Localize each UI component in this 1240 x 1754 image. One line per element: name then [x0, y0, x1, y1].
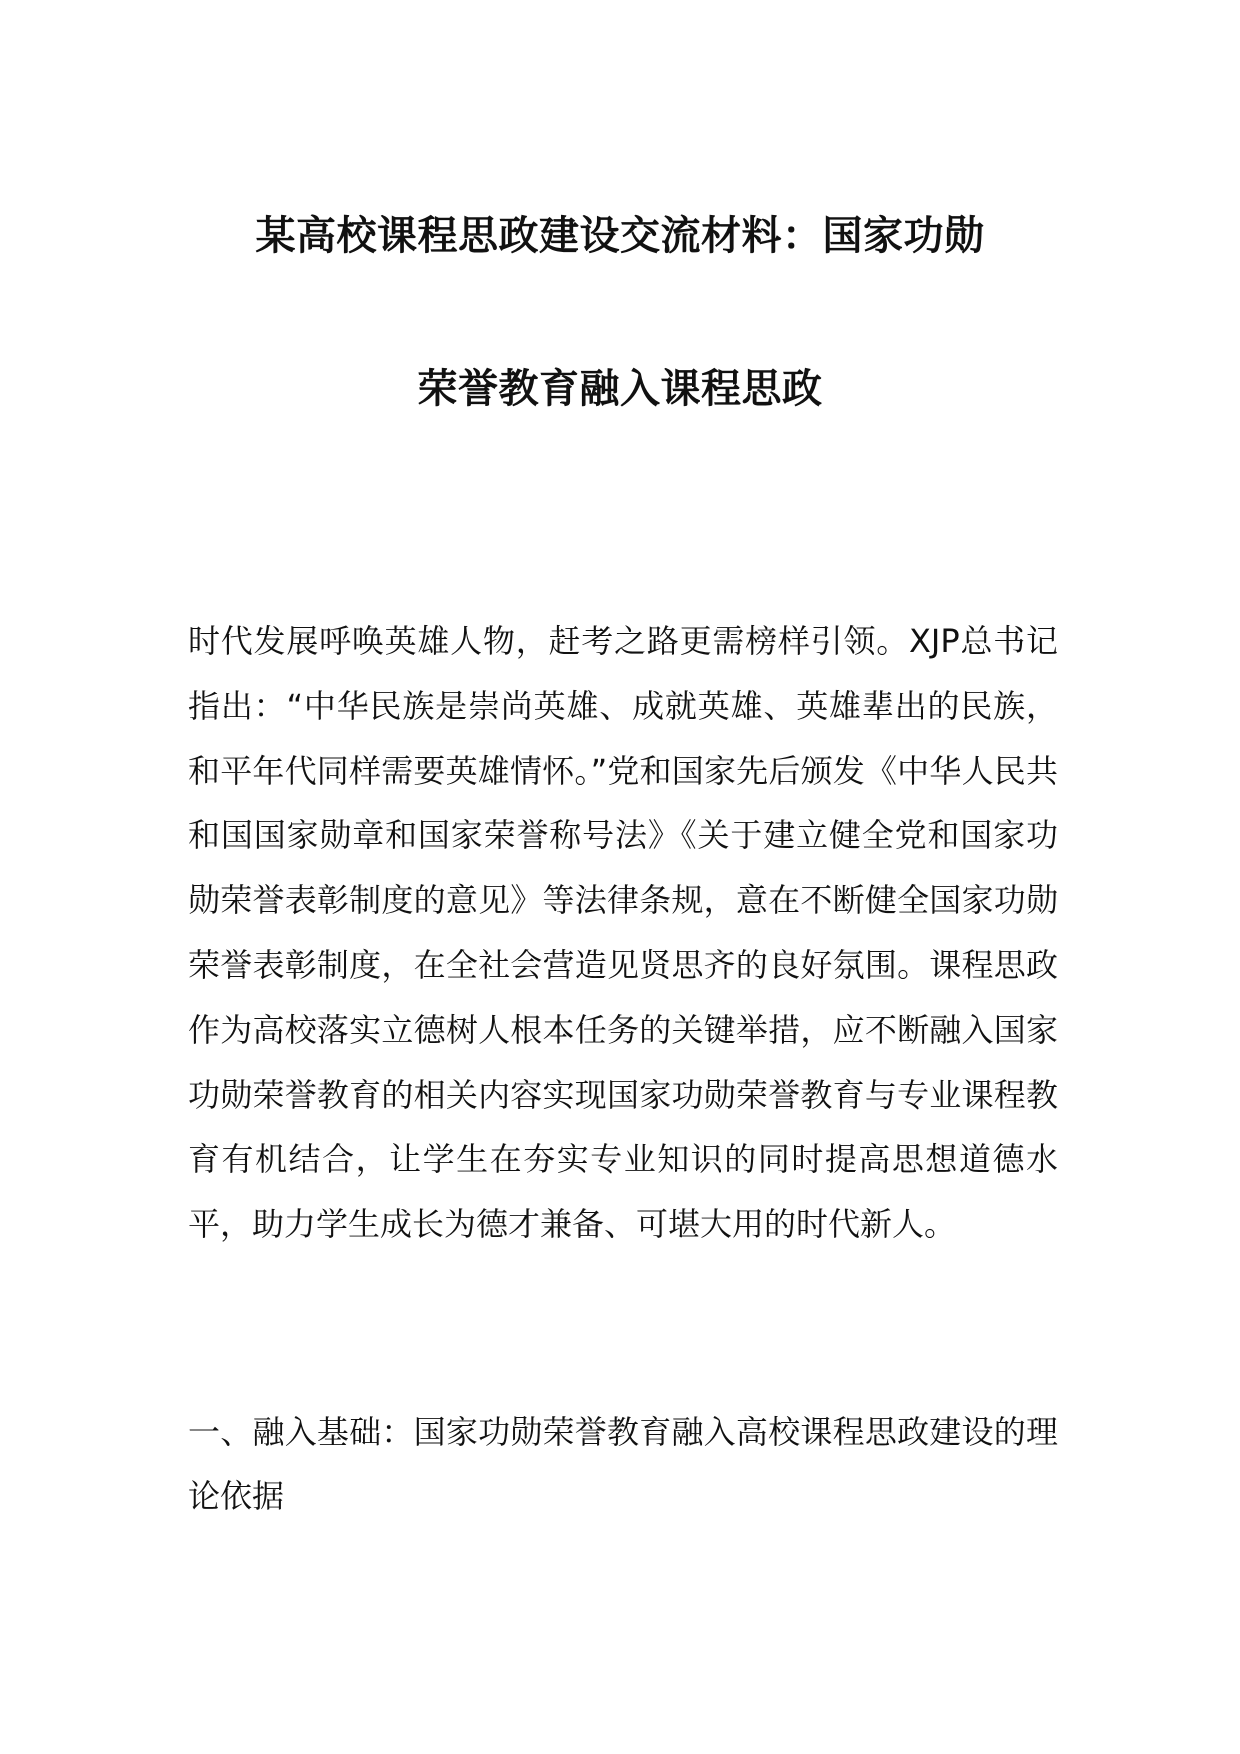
document-title-line-1: 某高校课程思政建设交流材料：国家功勋: [255, 213, 985, 259]
intro-paragraph: 时代发展呼唤英雄人物，赶考之路更需榜样引领。XJP总书记指出：“中华民族是崇尚英雄、成就英雄、英雄辈出的民族，和平年代同样需要英雄情怀。”党和国家先后颁发《中华人民共和国国家勋章和国家荣誉称号法》《关于建立健全党和国家功勋荣誉表彰制度的意见》等法律条规，意在不断健全国家功勋荣誉表彰制度，在全社会营造见贤思齐的良好氛围。课程思政作为高校落实立德树人根本任务的关键举措，应不断融入国家功勋荣誉教育的相关内容实现国家功勋荣誉教育与专业课程教育有机结合，让学生在夯实专业知识的同时提高思想道德水平，助力学生成长为德才兼备、可堪大用的时代新人。: [188, 622, 1058, 1244]
section-heading-1: 一、融入基础：国家功勋荣誉教育融入高校课程思政建设的理论依据: [188, 1413, 1058, 1515]
document-title-line-2: 荣誉教育融入课程思政: [417, 366, 823, 412]
